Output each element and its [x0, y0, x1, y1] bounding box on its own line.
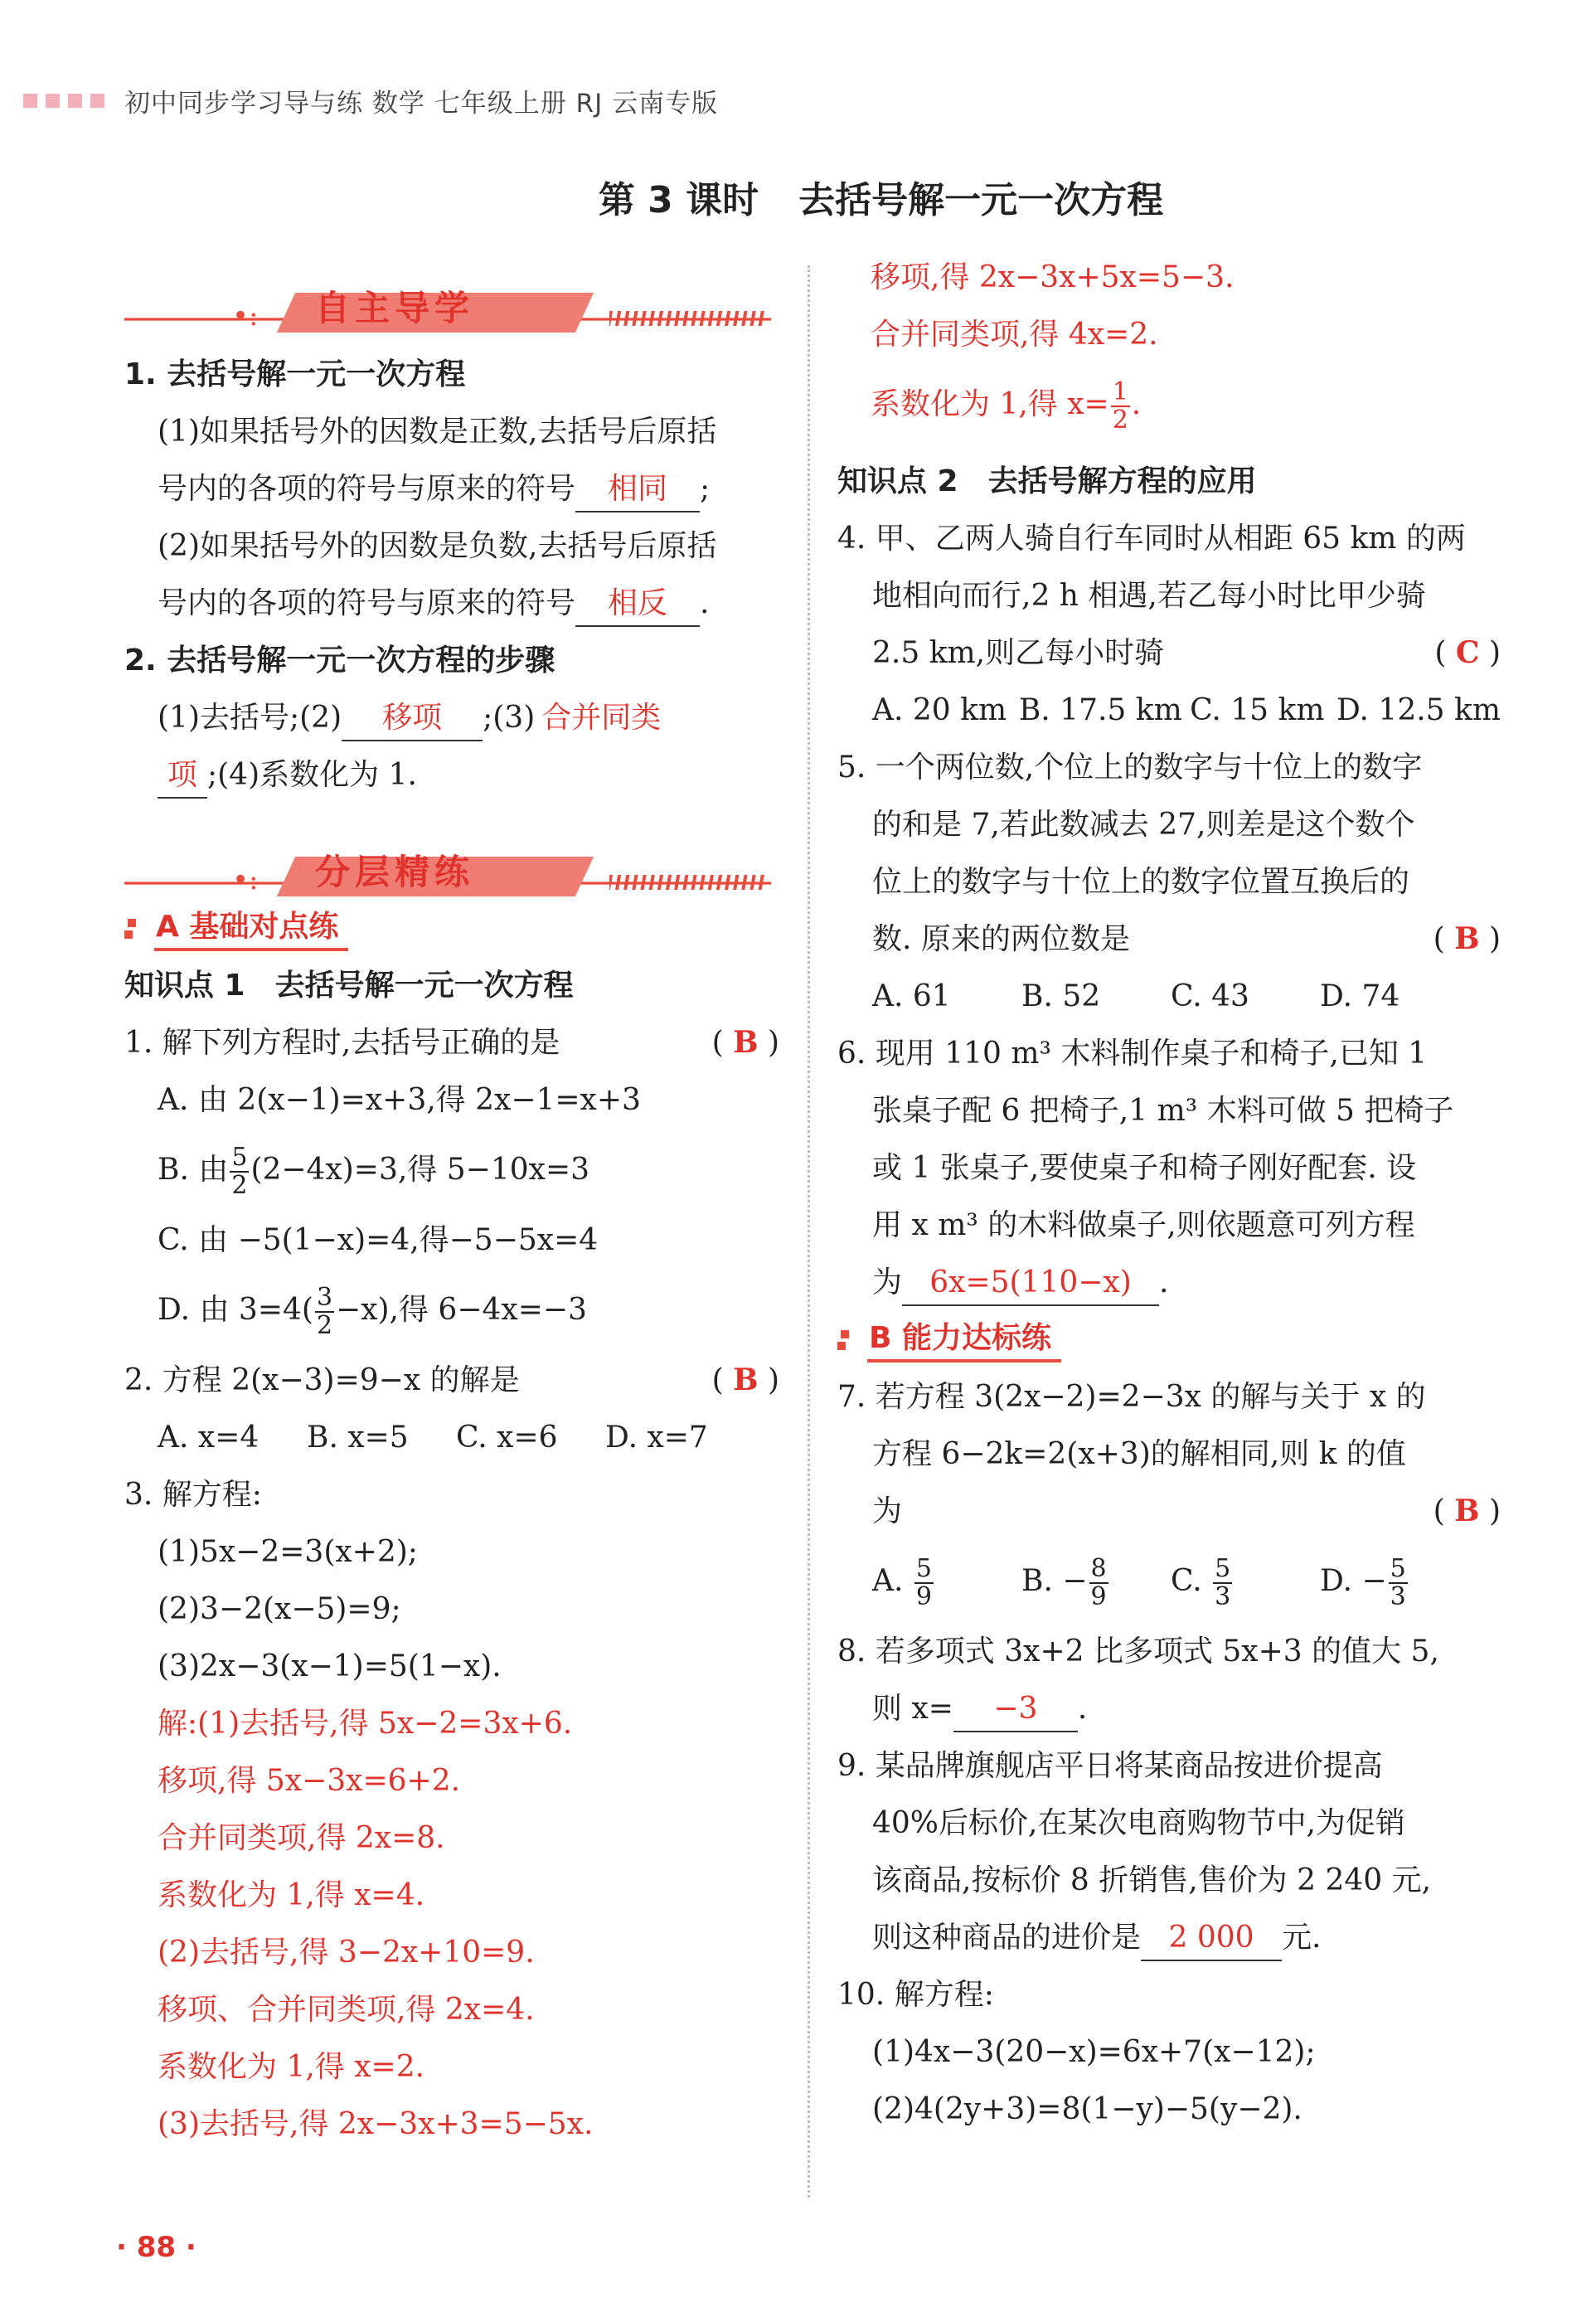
text-line: 号内的各项的符号与原来的符号 相反 .	[124, 575, 779, 632]
running-header	[23, 80, 718, 121]
equation-2: (2)3−2(x−5)=9;	[158, 1592, 401, 1626]
text-line: 为 ( B )	[837, 1483, 1501, 1540]
question-8: 8. 若多项式 3x+2 比多项式 5x+3 的值大 5,	[837, 1635, 1439, 1669]
text-line: 该商品,按标价 8 折销售,售价为 2 240 元,	[872, 1863, 1432, 1897]
square-decoration-icon	[68, 94, 82, 108]
option-d: D. 由 3=4( $\frac{3}{2}$ −x),得 6−4x=−3	[158, 1283, 587, 1340]
solution-line: 移项,得 2x−3x+5x=5−3.	[871, 260, 1235, 294]
banner-title: 自主导学	[315, 288, 475, 328]
lesson-title: 去括号解一元一次方程	[798, 179, 1164, 221]
section-2-title: 2. 去括号解一元一次方程的步骤	[124, 644, 555, 678]
equation-2: (2)4(2y+3)=8(1−y)−5(y−2).	[872, 2092, 1303, 2126]
equation-1: (1)4x−3(20−x)=6x+7(x−12);	[872, 2035, 1316, 2069]
answer-blank: 移项	[342, 697, 483, 741]
solution-line: (2)去括号,得 3−2x+10=9.	[158, 1936, 535, 1970]
solution-line: 移项,得 5x−3x=6+2.	[158, 1764, 461, 1798]
right-column	[837, 249, 1501, 2138]
question-10: 10. 解方程:	[837, 1978, 994, 2012]
question-7-options: A. $\frac{5}{9}$ B. − $\frac{8}{9}$ C. $\frac{5}{3}$ D. − $\frac{5}{3}$	[872, 1554, 1406, 1611]
option-b: B. 由 $\frac{5}{2}$ (2−4x)=3,得 5−10x=3	[158, 1143, 590, 1200]
text-line: 用 x m³ 的木料做桌子,则依题意可列方程	[872, 1208, 1415, 1242]
question-4-options: A. 20 km B. 17.5 km C. 15 km D. 12.5 km	[872, 693, 1501, 727]
section-icon	[837, 1330, 857, 1350]
lesson-number: 第 3 课时	[598, 179, 759, 221]
solution-line: 合并同类项,得 4x=2.	[871, 318, 1158, 352]
text-line: 40%后标价,在某次电商购物节中,为促销	[872, 1806, 1405, 1840]
solution-line: 合并同类项,得 2x=8.	[158, 1821, 445, 1855]
answer-blank: 合并同类	[541, 701, 662, 735]
answer-blank: 2 000	[1141, 1916, 1282, 1961]
dots-icon: •:	[232, 299, 259, 333]
page-title	[0, 170, 1596, 223]
section-b-heading: B 能力达标练	[837, 1311, 1501, 1368]
text-line: (2)如果括号外的因数是负数,去括号后原括	[158, 529, 717, 563]
question-2-options: A. x=4 B. x=5 C. x=6 D. x=7	[158, 1421, 708, 1455]
section-1-title: 1. 去括号解一元一次方程	[124, 357, 466, 391]
answer-blank: 相同	[575, 468, 700, 512]
question-3: 3. 解方程:	[124, 1478, 262, 1512]
banner-practice	[124, 842, 771, 900]
header-text: 初中同步学习导与练 数学 七年级上册 RJ 云南专版	[124, 88, 719, 119]
solution-line: 移项、合并同类项,得 2x=4.	[158, 1993, 535, 2027]
text-line: 则 x= −3 .	[837, 1680, 1501, 1737]
text-line: 地相向而行,2 h 相遇,若乙每小时比甲少骑	[872, 579, 1426, 613]
question-9: 9. 某品牌旗舰店平日将某商品按进价提高	[837, 1749, 1383, 1783]
banner-self-study	[124, 278, 771, 336]
equation-1: (1)5x−2=3(x+2);	[158, 1535, 418, 1569]
option-a: A. 由 2(x−1)=x+3,得 2x−1=x+3	[158, 1083, 641, 1117]
knowledge-point-1: 知识点 1 去括号解一元一次方程	[124, 969, 574, 1003]
solution-line: 系数化为 1,得 x=4.	[158, 1878, 425, 1912]
solution-line: 系数化为 1,得 x=2.	[158, 2050, 425, 2084]
column-divider	[808, 265, 810, 2198]
knowledge-point-2: 知识点 2 去括号解方程的应用	[837, 464, 1257, 498]
square-decoration-icon	[23, 94, 37, 108]
square-decoration-icon	[90, 94, 104, 108]
solution-line: 解:(1)去括号,得 5x−2=3x+6.	[158, 1707, 573, 1741]
question-1: 1. 解下列方程时,去括号正确的是 ( B )	[124, 1014, 779, 1071]
dots-icon: •:	[232, 863, 259, 896]
answer-choice: ( B )	[711, 1025, 779, 1060]
answer-choice: ( B )	[1433, 1494, 1501, 1528]
section-icon	[124, 919, 144, 939]
text-line: 项 ;(4)系数化为 1.	[124, 746, 779, 804]
section-a-heading: A 基础对点练	[124, 900, 779, 957]
answer-blank: 6x=5(110−x)	[902, 1261, 1159, 1306]
text-line: 方程 6−2k=2(x+3)的解相同,则 k 的值	[872, 1437, 1406, 1471]
answer-choice: ( B )	[1433, 921, 1501, 956]
page-number: · 88 ·	[116, 2231, 196, 2264]
square-decoration-icon	[46, 94, 60, 108]
text-line: (1)如果括号外的因数是正数,去括号后原括	[158, 415, 717, 449]
answer-choice: ( C )	[1434, 635, 1501, 670]
text-line: 则这种商品的进价是 2 000 元.	[837, 1909, 1501, 1966]
equation-3: (3)2x−3(x−1)=5(1−x).	[158, 1649, 502, 1683]
question-7: 7. 若方程 3(2x−2)=2−3x 的解与关于 x 的	[837, 1380, 1426, 1414]
question-4: 4. 甲、乙两人骑自行车同时从相距 65 km 的两	[837, 522, 1466, 556]
answer-blank: 相反	[575, 582, 700, 627]
text-line: (1)去括号;(2) 移项 ;(3) 合并同类	[124, 689, 779, 746]
answer-blank: −3	[953, 1688, 1078, 1732]
question-5: 5. 一个两位数,个位上的数字与十位上的数字	[837, 750, 1423, 784]
text-line: 的和是 7,若此数减去 27,则差是这个数个	[872, 808, 1415, 842]
text-line: 2.5 km,则乙每小时骑 ( C )	[837, 624, 1501, 682]
solution-line: 系数化为 1,得 x= $\frac{1}{2}$ .	[871, 377, 1142, 435]
banner-title: 分层精练	[315, 852, 475, 892]
question-6: 6. 现用 110 m³ 木料制作桌子和椅子,已知 1	[837, 1037, 1428, 1071]
answer-blank: 项	[158, 754, 207, 799]
text-line: 数. 原来的两位数是 ( B )	[837, 911, 1501, 968]
question-5-options: A. 61 B. 52 C. 43 D. 74	[872, 979, 1400, 1013]
question-2: 2. 方程 2(x−3)=9−x 的解是 ( B )	[124, 1352, 779, 1409]
option-c: C. 由 −5(1−x)=4,得−5−5x=4	[158, 1223, 599, 1257]
text-line: 号内的各项的符号与原来的符号 相同 ;	[124, 460, 779, 517]
left-column	[124, 278, 779, 2153]
text-line: 或 1 张桌子,要使桌子和椅子刚好配套. 设	[872, 1151, 1417, 1185]
text-line: 位上的数字与十位上的数字位置互换后的	[872, 865, 1410, 899]
text-line: 为 6x=5(110−x) .	[837, 1254, 1501, 1311]
solution-line: (3)去括号,得 2x−3x+3=5−5x.	[158, 2107, 594, 2141]
answer-choice: ( B )	[711, 1363, 779, 1397]
text-line: 张桌子配 6 把椅子,1 m³ 木料可做 5 把椅子	[872, 1094, 1454, 1128]
